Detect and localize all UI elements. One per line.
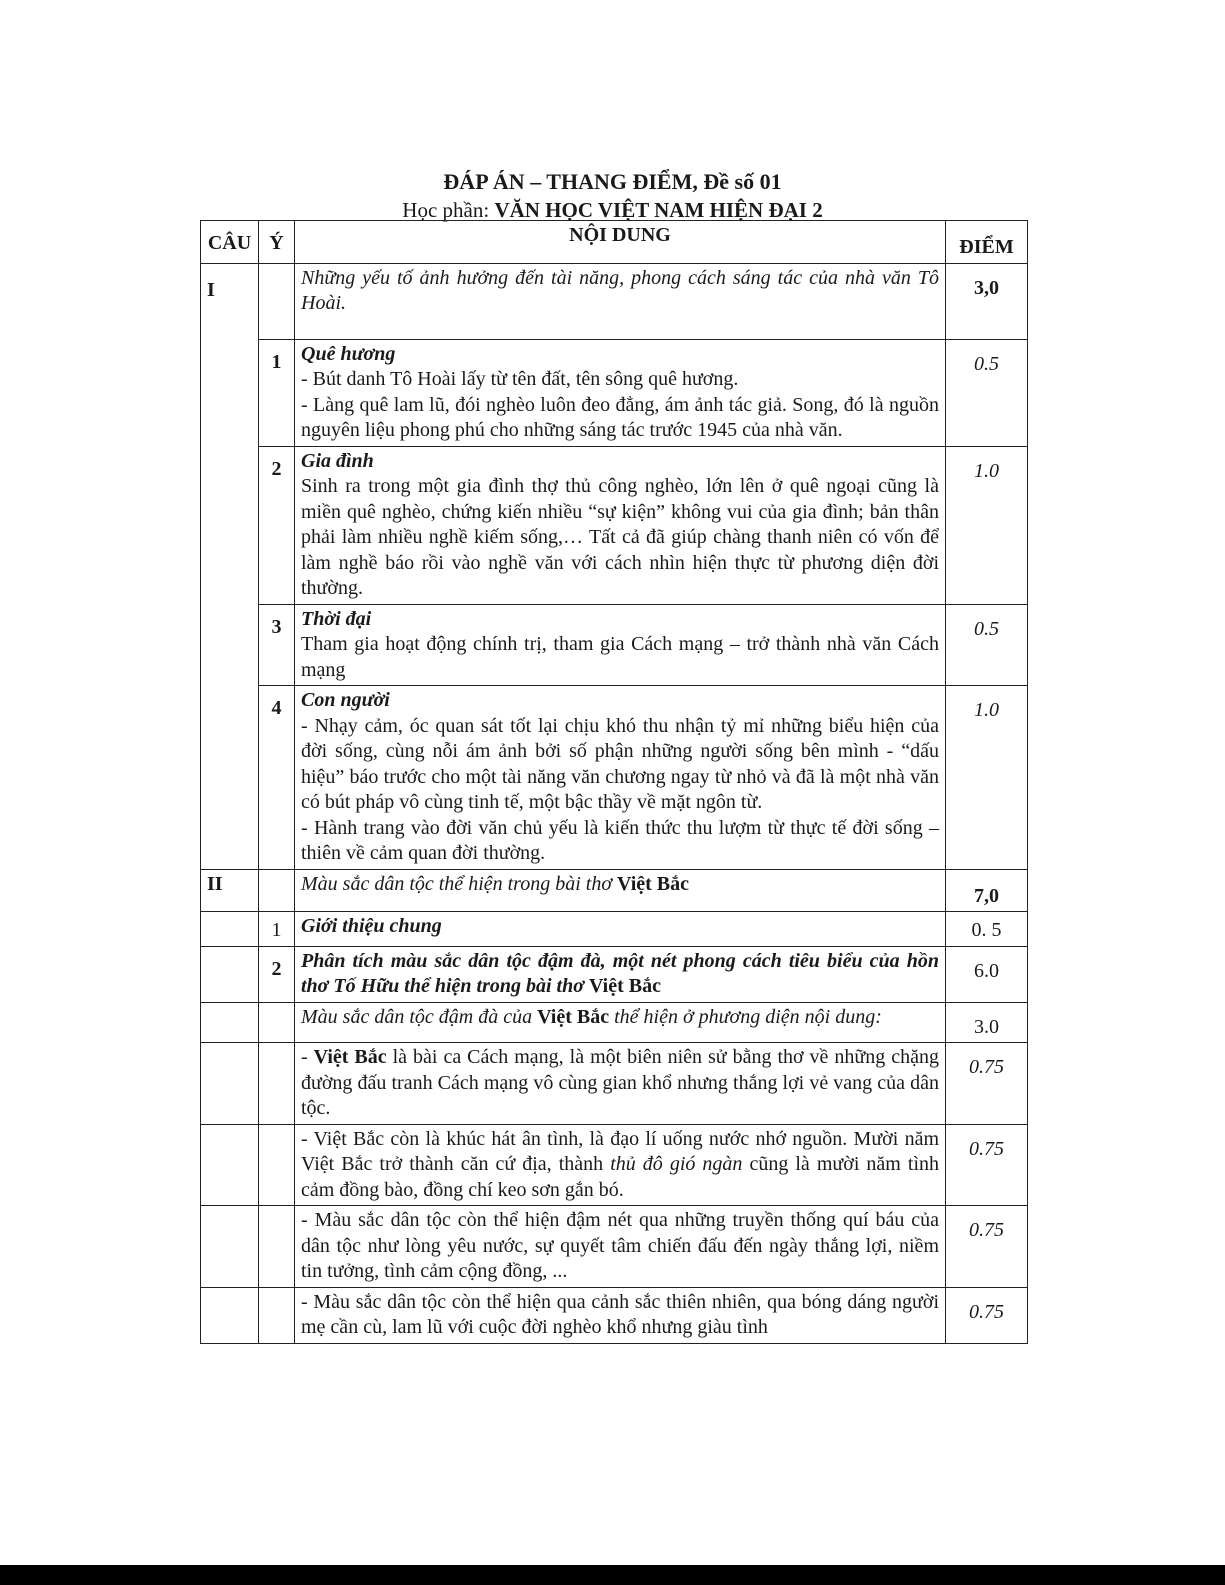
cau-cell xyxy=(201,1002,259,1043)
heading-prefix: Phân tích màu sắc dân tộc đậm đà, một nét phong cách tiêu biểu của hồn thơ Tố Hữu thể hiện trong bài thơ xyxy=(301,949,939,997)
table-row xyxy=(201,946,1028,1002)
header-diem: ĐIỂM xyxy=(946,221,1028,264)
item-heading: Quê hương xyxy=(301,342,396,365)
y-cell xyxy=(259,1124,295,1206)
table-row xyxy=(201,1002,1028,1043)
table-row xyxy=(201,1124,1028,1206)
y-cell xyxy=(259,263,295,339)
y-cell: 3 xyxy=(259,604,295,686)
header-y: Ý xyxy=(259,221,295,264)
table-row xyxy=(201,686,1028,870)
content-cell xyxy=(295,446,946,604)
content-cell xyxy=(295,1043,946,1125)
content-line: - Làng quê lam lũ, đói nghèo luôn đeo đẳng, ám ảnh tác giả. Song, đó là nguồn nguyên liệu phong phú cho những sáng tác trước 1945 của nhà văn. xyxy=(301,393,939,441)
table-row xyxy=(201,263,1028,339)
cau-cell: I xyxy=(201,263,259,869)
y-cell: 1 xyxy=(259,339,295,446)
item-heading: Con người xyxy=(301,689,390,711)
cau-cell xyxy=(201,1287,259,1343)
document-title: ĐÁP ÁN – THANG ĐIỂM, Đề số 01 xyxy=(443,169,782,194)
content-cell xyxy=(295,339,946,446)
poem-title: Việt Bắc xyxy=(537,1005,610,1028)
text-part: - xyxy=(301,1046,314,1068)
item-heading: Thời đại xyxy=(301,607,372,630)
y-cell xyxy=(259,1206,295,1288)
table-row xyxy=(201,912,1028,947)
cau-cell xyxy=(201,946,259,1002)
content-cell xyxy=(295,686,946,870)
score-cell: 0.75 xyxy=(946,1287,1028,1343)
text-part: Màu sắc dân tộc đậm đà của xyxy=(301,1005,538,1028)
score-cell: 3.0 xyxy=(946,1002,1028,1043)
content-cell xyxy=(295,1002,946,1043)
score-cell: 7,0 xyxy=(946,869,1028,912)
subject-name: VĂN HỌC VIỆT NAM HIỆN ĐẠI 2 xyxy=(494,198,823,222)
header-noi-dung: NỘI DUNG xyxy=(295,221,946,264)
subject-label: Học phần: xyxy=(402,198,490,222)
answer-table xyxy=(200,220,1028,1344)
content-line: Sinh ra trong một gia đình thợ thủ công nghèo, lớn lên ở quê ngoại cũng là miền quê nghèo, chứng kiến nhiều “sự kiện” không vui của gia đình; bản thân phải làm nhiều nghề kiếm sống,… Tất cả đã giúp chàng thanh niên có vốn để làm nghề báo rồi vào nghề văn với cách nhìn hiện thực từ phương diện đời thường. xyxy=(301,475,939,599)
y-cell: 1 xyxy=(259,912,295,947)
table-row xyxy=(201,604,1028,686)
text-part: cũng là mười năm tình cảm đồng bào, đồng chí keo sơn gắn bó. xyxy=(301,1153,939,1201)
item-heading: Giới thiệu chung xyxy=(295,912,946,947)
content-cell xyxy=(295,604,946,686)
cau-cell xyxy=(201,912,259,947)
question-text: Những yếu tố ảnh hưởng đến tài năng, phong cách sáng tác của nhà văn Tô Hoài. xyxy=(295,263,946,339)
italic-phrase: thủ đô gió ngàn xyxy=(610,1153,743,1175)
table-header-row xyxy=(201,221,1028,264)
y-cell xyxy=(259,869,295,912)
y-cell xyxy=(259,1287,295,1343)
score-cell: 1.0 xyxy=(946,686,1028,870)
table-row xyxy=(201,869,1028,912)
table-row xyxy=(201,1206,1028,1288)
poem-title: Việt Bắc xyxy=(617,872,690,895)
table-row xyxy=(201,446,1028,604)
table-row xyxy=(201,1043,1028,1125)
document-header xyxy=(0,168,1225,224)
content-cell xyxy=(295,1124,946,1206)
content-cell: - Màu sắc dân tộc còn thể hiện qua cảnh sắc thiên nhiên, qua bóng dáng người mẹ cần cù, lam lũ với cuộc đời nghèo khổ nhưng giàu tình xyxy=(295,1287,946,1343)
poem-title: Việt Bắc xyxy=(313,1046,387,1068)
header-cau: CÂU xyxy=(201,221,259,264)
item-heading: Gia đình xyxy=(301,449,374,472)
y-cell: 4 xyxy=(259,686,295,870)
score-cell: 0. 5 xyxy=(946,912,1028,947)
table-row xyxy=(201,339,1028,446)
score-cell: 0.75 xyxy=(946,1206,1028,1288)
score-cell: 3,0 xyxy=(946,263,1028,339)
text-part: thể hiện ở phương diện nội dung: xyxy=(609,1005,882,1028)
content-line: - Hành trang vào đời văn chủ yếu là kiến thức thu lượm từ thực tế đời sống – thiên về cảm quan đời thường. xyxy=(301,816,939,864)
cau-cell xyxy=(201,1043,259,1125)
content-cell: - Màu sắc dân tộc còn thể hiện đậm nét qua những truyền thống quí báu của dân tộc như lòng yêu nước, sự quyết tâm chiến đấu đến ngày thắng lợi, niềm tin tưởng, tình cảm cộng đồng, ... xyxy=(295,1206,946,1288)
score-cell: 0.5 xyxy=(946,604,1028,686)
question-text xyxy=(295,869,946,912)
table-row xyxy=(201,1287,1028,1343)
cau-cell xyxy=(201,1124,259,1206)
content-line: Tham gia hoạt động chính trị, tham gia Cách mạng – trở thành nhà văn Cách mạng xyxy=(301,633,939,681)
question-prefix: Màu sắc dân tộc thể hiện trong bài thơ xyxy=(301,872,618,895)
content-line: - Bút danh Tô Hoài lấy từ tên đất, tên sông quê hương. xyxy=(301,368,739,390)
cau-cell xyxy=(201,1206,259,1288)
score-cell: 6.0 xyxy=(946,946,1028,1002)
content-line: - Nhạy cảm, óc quan sát tốt lại chịu khó thu nhận tỷ mỉ những biểu hiện của đời sống, cùng nỗi ám ảnh bởi số phận những người sống bên mình - “dấu hiệu” báo trước cho một tài năng văn chương ngay từ nhỏ và đã là một nhà văn có bút pháp vô cùng tinh tế, một bậc thầy về mặt ngôn từ. xyxy=(301,714,939,813)
y-cell: 2 xyxy=(259,946,295,1002)
item-heading xyxy=(295,946,946,1002)
cau-cell: II xyxy=(201,869,259,912)
score-cell: 0.75 xyxy=(946,1043,1028,1125)
y-cell xyxy=(259,1043,295,1125)
score-cell: 1.0 xyxy=(946,446,1028,604)
score-cell: 0.5 xyxy=(946,339,1028,446)
y-cell xyxy=(259,1002,295,1043)
scan-edge-bar xyxy=(0,1565,1225,1585)
y-cell: 2 xyxy=(259,446,295,604)
score-cell: 0.75 xyxy=(946,1124,1028,1206)
text-part: là bài ca Cách mạng, là một biên niên sử bằng thơ về những chặng đường đấu tranh Cách mạng vô cùng gian khổ nhưng thắng lợi vẻ vang của dân tộc. xyxy=(301,1046,939,1119)
text-part: - Việt Bắc còn là khúc hát ân tình, là đạo lí uống nước nhớ nguồn. Mười năm Việt Bắc trở thành căn cứ địa, thành xyxy=(301,1127,939,1175)
poem-title: Việt Bắc xyxy=(588,975,661,997)
